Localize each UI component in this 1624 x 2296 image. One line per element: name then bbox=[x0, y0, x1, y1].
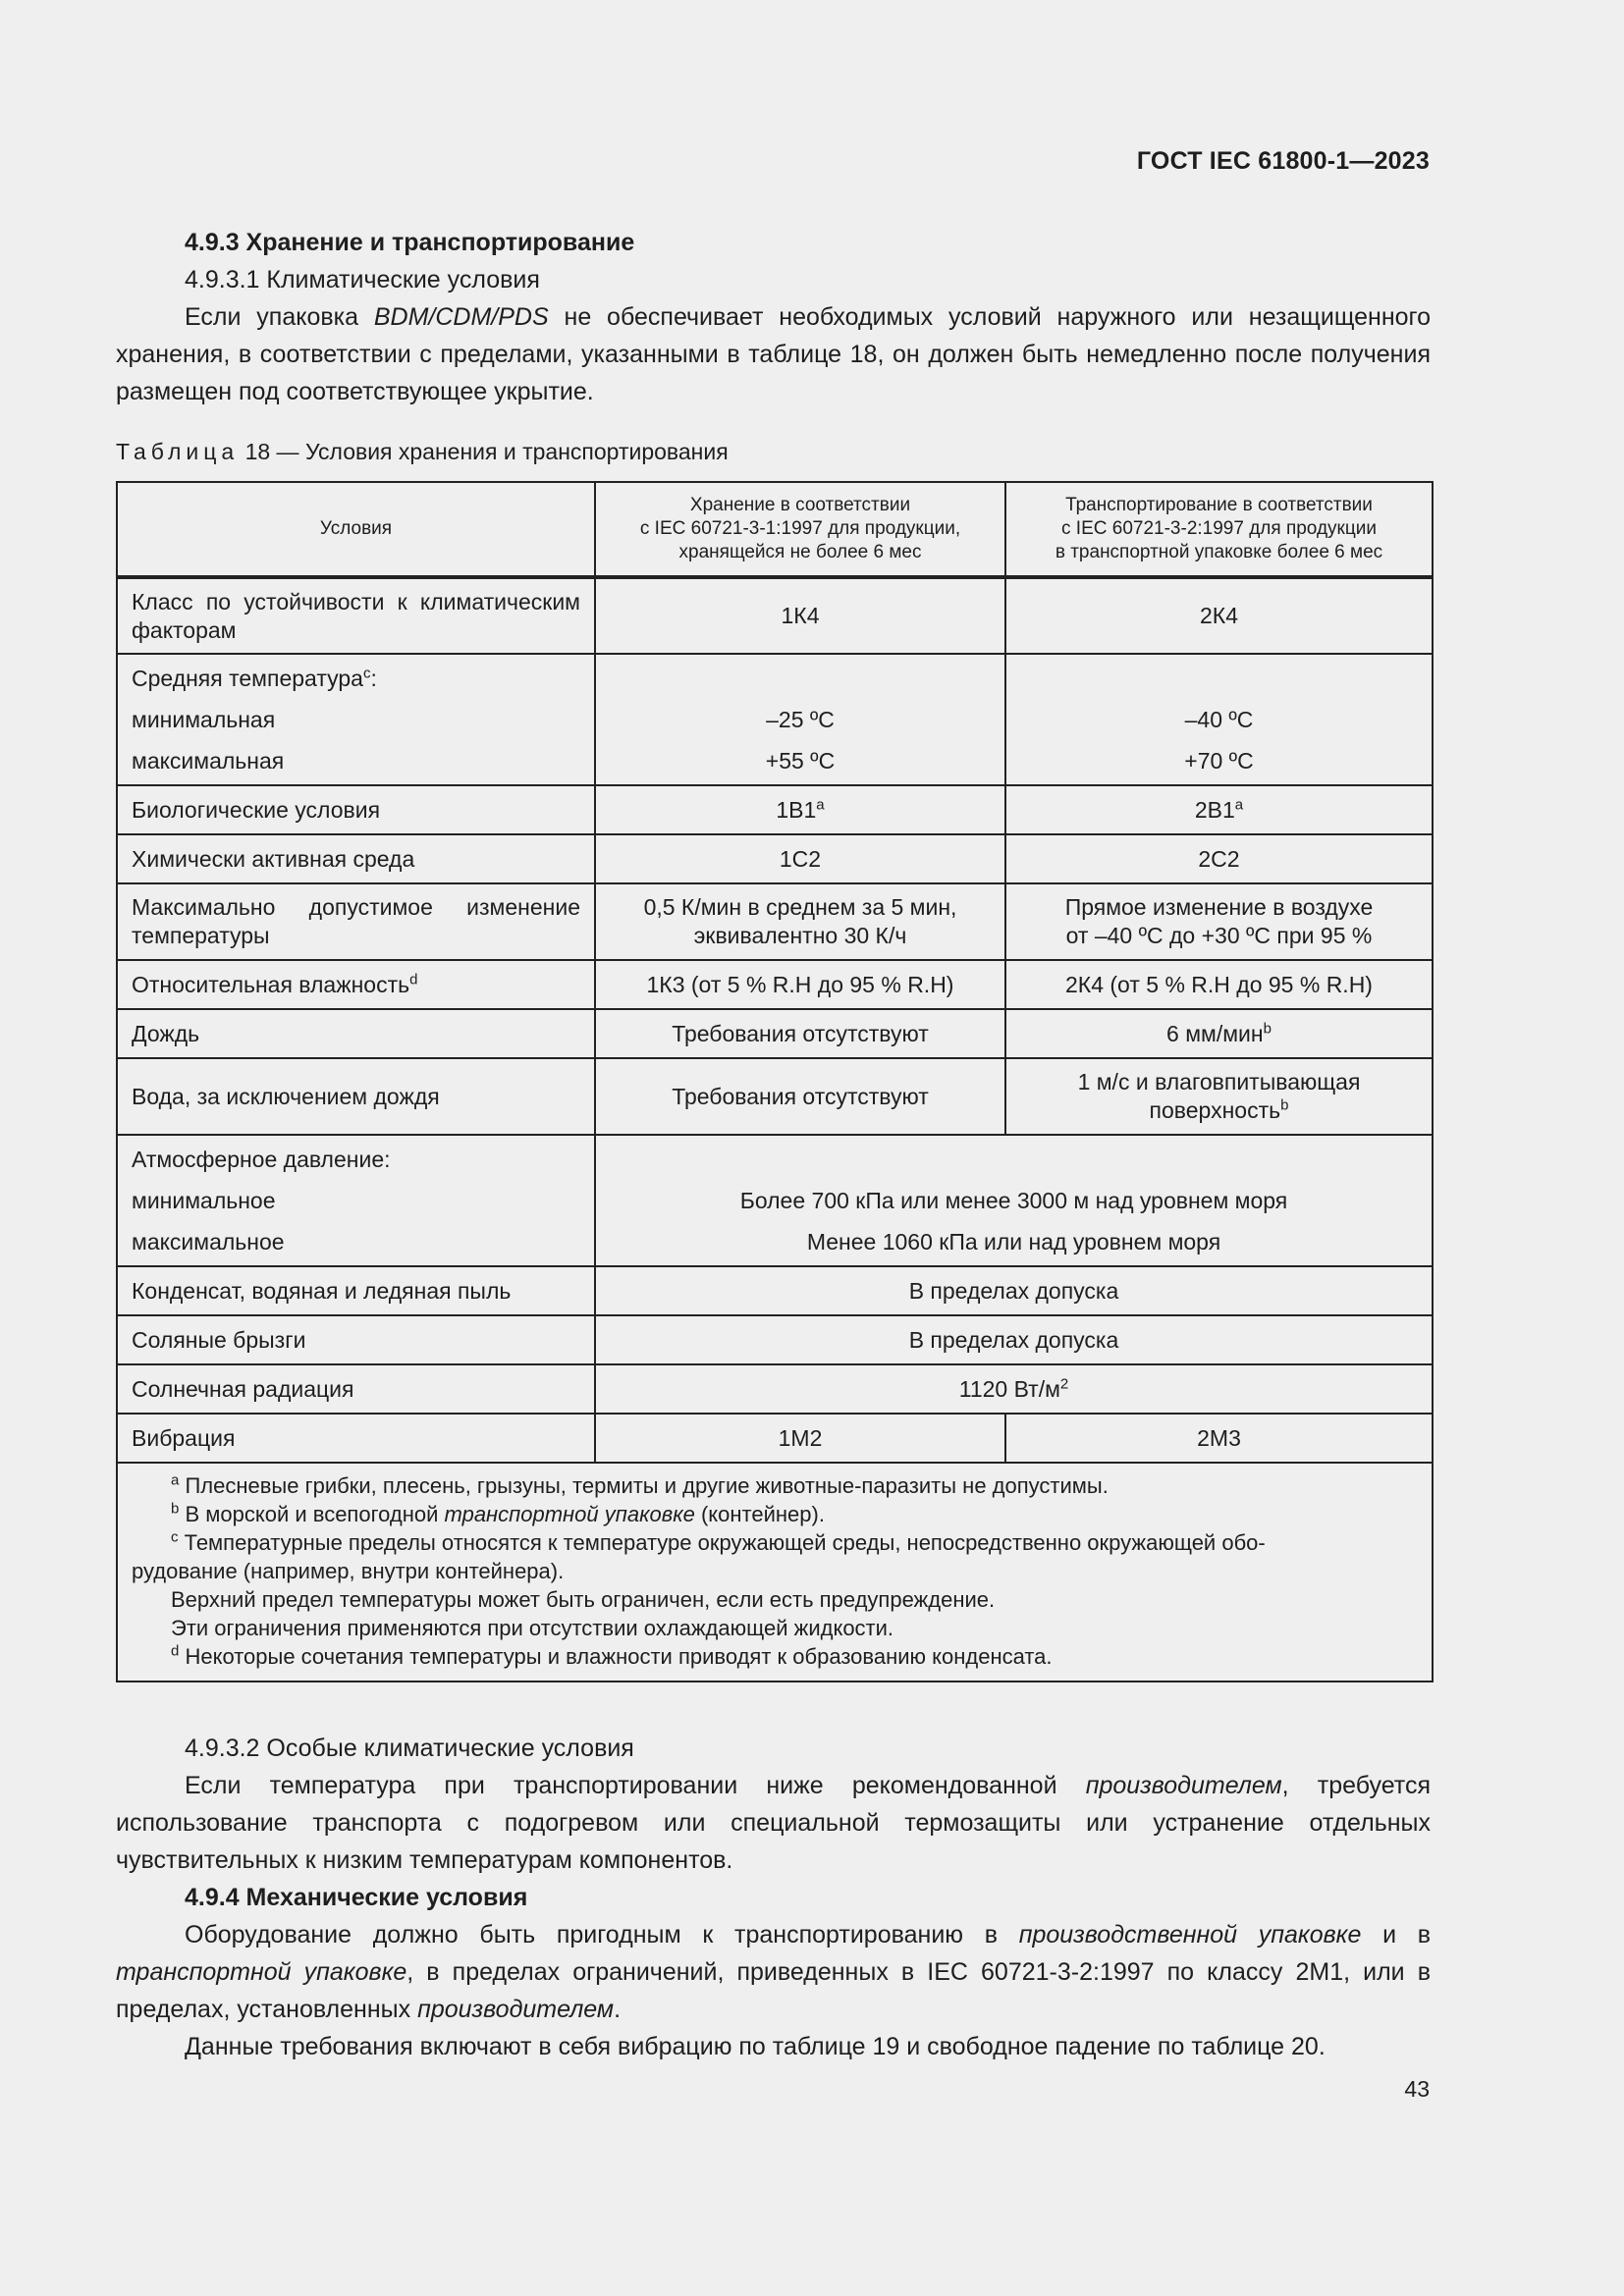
cell-merged: В пределах допуска bbox=[595, 1266, 1433, 1315]
table-notes bbox=[117, 1463, 1433, 1682]
table-header-row bbox=[117, 482, 1433, 577]
header-storage: Хранение в соответствии с IEC 60721-3-1:1997 для продукции, хранящейся не более 6 мес bbox=[595, 482, 1005, 577]
table-row bbox=[117, 1135, 1433, 1266]
cell-label: Биологические условия bbox=[117, 785, 595, 834]
cell-transport: 2С2 bbox=[1005, 834, 1433, 883]
table-row bbox=[117, 785, 1433, 834]
section-4-9-3-2 bbox=[116, 1730, 1431, 2065]
cell-transport: 2В1$^a$ bbox=[1005, 785, 1433, 834]
cell-storage: –25 ºС +55 ºС bbox=[595, 654, 1005, 785]
cell-merged: В пределах допуска bbox=[595, 1315, 1433, 1364]
note-a: $^a$ Плесневые грибки, плесень, грызуны, термиты и другие животные-паразиты не допустимы. bbox=[171, 1471, 1109, 1498]
table-row bbox=[117, 883, 1433, 960]
cell-label: Максимально допустимое изменение температуры bbox=[117, 883, 595, 960]
cell-label: Средняя температура$^c$: минимальная максимальная bbox=[117, 654, 595, 785]
note-c-continued: рудование (например, внутри контейнера). bbox=[132, 1559, 565, 1583]
section-title: 4.9.3 Хранение и транспортирование bbox=[185, 229, 635, 256]
header-conditions: Условия bbox=[117, 482, 595, 577]
cell-transport: 2М3 bbox=[1005, 1414, 1433, 1463]
cell-transport: 6 мм/мин$^b$ bbox=[1005, 1009, 1433, 1058]
cell-label: Дождь bbox=[117, 1009, 595, 1058]
table-caption: Таблица 18 — Условия хранения и транспортирования bbox=[116, 439, 729, 464]
paragraph: Если упаковка BDM/CDM/PDS не обеспечивает необходимых условий наружного или незащищенного хранения, в соответствии с пределами, указанными в таблице 18, он должен быть немедленно после получения размещен под соответствующее укрытие. bbox=[116, 303, 1432, 405]
table-notes-row bbox=[117, 1463, 1433, 1682]
cell-label: Атмосферное давление: минимальное максимальное bbox=[117, 1135, 595, 1266]
paragraph: Оборудование должно быть пригодным к транспортированию в производственной упаковке и в транспортной упаковке, в пределах ограничений, приведенных в IEC 60721-3-2:1997 по классу 2М1, или в пределах, установленных производителем. bbox=[116, 1921, 1432, 2023]
document-code: ГОСТ IEC 61800-1—2023 bbox=[1136, 147, 1430, 175]
table-row bbox=[117, 1058, 1433, 1135]
cell-transport: 2К4 bbox=[1005, 577, 1433, 654]
cell-storage: Требования отсутствуют bbox=[595, 1058, 1005, 1135]
cell-storage: 1В1$^a$ bbox=[595, 785, 1005, 834]
cell-label: Относительная влажность$^d$ bbox=[117, 960, 595, 1009]
cell-label: Вода, за исключением дождя bbox=[117, 1058, 595, 1135]
cell-merged: 1120 $Вт/м^2$ bbox=[595, 1364, 1433, 1414]
subsection-title: 4.9.3.1 Климатические условия bbox=[185, 266, 540, 294]
cell-storage: Требования отсутствуют bbox=[595, 1009, 1005, 1058]
cell-label: Солнечная радиация bbox=[117, 1364, 595, 1414]
table-row bbox=[117, 1315, 1433, 1364]
cell-storage: 0,5 К/мин в среднем за 5 мин, эквивалентно 30 К/ч bbox=[595, 883, 1005, 960]
subsection-title: 4.9.3.2 Особые климатические условия bbox=[185, 1735, 634, 1762]
cell-label: Конденсат, водяная и ледяная пыль bbox=[117, 1266, 595, 1315]
note-c: $^c$ Температурные пределы относятся к температуре окружающей среды, непосредственно окружающей обо- bbox=[171, 1528, 1266, 1555]
table-row bbox=[117, 577, 1433, 654]
cell-transport: –40 ºС +70 ºС bbox=[1005, 654, 1433, 785]
cell-storage: 1М2 bbox=[595, 1414, 1005, 1463]
cell-label: Класс по устойчивости к климатическим факторам bbox=[117, 577, 595, 654]
cell-storage: 1С2 bbox=[595, 834, 1005, 883]
table-18 bbox=[116, 481, 1434, 1682]
cell-label: Химически активная среда bbox=[117, 834, 595, 883]
cell-merged: Более 700 кПа или менее 3000 м над уровнем моря Менее 1060 кПа или над уровнем моря bbox=[595, 1135, 1433, 1266]
cell-transport: Прямое изменение в воздухе от –40 ºС до +30 ºС при 95 % bbox=[1005, 883, 1433, 960]
note-b: $^b$ В морской и всепогодной транспортной упаковке (контейнер). bbox=[171, 1500, 825, 1526]
header-transport: Транспортирование в соответствии с IEC 60721-3-2:1997 для продукции в транспортной упаковке более 6 мес bbox=[1005, 482, 1433, 577]
cell-storage: 1К3 (от 5 % R.H до 95 % R.H) bbox=[595, 960, 1005, 1009]
paragraph: Данные требования включают в себя вибрацию по таблице 19 и свободное падение по таблице 20. bbox=[185, 2033, 1326, 2060]
table-row bbox=[117, 654, 1433, 785]
table-row bbox=[117, 960, 1433, 1009]
table-row bbox=[117, 1266, 1433, 1315]
note-c-extra: Верхний предел температуры может быть ограничен, если есть предупреждение. bbox=[171, 1587, 996, 1612]
table-row bbox=[117, 1364, 1433, 1414]
cell-label: Соляные брызги bbox=[117, 1315, 595, 1364]
note-d: $^d$ Некоторые сочетания температуры и влажности приводят к образованию конденсата. bbox=[171, 1642, 1053, 1669]
cell-label: Вибрация bbox=[117, 1414, 595, 1463]
section-4-9-3 bbox=[116, 224, 1431, 410]
page-number: 43 bbox=[1404, 2076, 1430, 2102]
section-title: 4.9.4 Механические условия bbox=[185, 1884, 528, 1911]
cell-transport: 1 м/с и влаговпитывающая поверхность$^b$ bbox=[1005, 1058, 1433, 1135]
paragraph: Если температура при транспортировании ниже рекомендованной производителем, требуется использование транспорта с подогревом или специальной термозащиты или устранение отдельных чувствительных к низким температурам компонентов. bbox=[116, 1772, 1431, 1874]
note-c-extra: Эти ограничения применяются при отсутствии охлаждающей жидкости. bbox=[171, 1616, 894, 1640]
cell-storage: 1К4 bbox=[595, 577, 1005, 654]
cell-transport: 2К4 (от 5 % R.H до 95 % R.H) bbox=[1005, 960, 1433, 1009]
table-row bbox=[117, 1414, 1433, 1463]
table-row bbox=[117, 1009, 1433, 1058]
table-row bbox=[117, 834, 1433, 883]
